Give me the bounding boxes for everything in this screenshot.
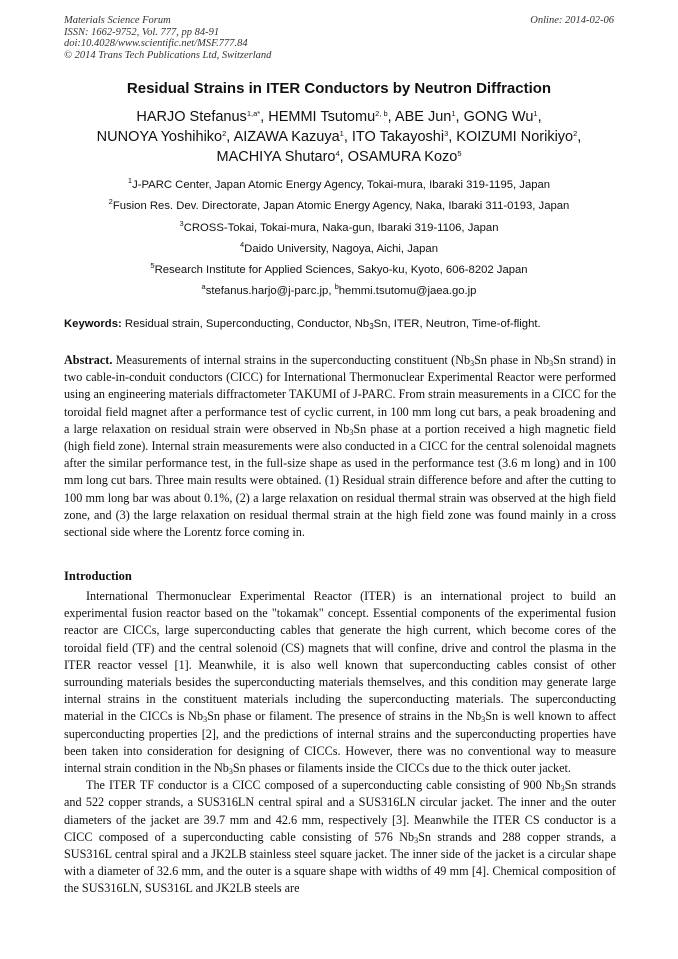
affiliation-mark: 3 (179, 218, 184, 228)
author: HEMMI Tsutomu (268, 109, 376, 125)
abstract-text: Sn phase at a portion received a high magnetic field (high field zone). Internal strain measurements were also conducted in a CICC for the central solenoidal magnets after the similar performance test, in the full-size shape as used in the performance test (3.6 m long) and in 100 mm long cut bars. Three main results were obtained. (1) Residual strain difference before and after the cutting to 100 mm long bar was about 0.1%, (2) a large relaxation on residual thermal strain was observed at the high field zone, and (3) the large relaxation on residual thermal strain at the high field zone was found mainly in a cross sectional side where the Lorentz force coming in. (64, 421, 616, 540)
author-affil-mark: 5 (457, 149, 462, 158)
subscript: 3 (549, 359, 554, 368)
email-mark: b (334, 282, 339, 292)
intro-text: International Thermonuclear Experimental Reactor (ITER) is an international project to build an experimental fusion reactor based on the "tokamak" concept. Essential components of the experimental fusion reactor are CICCs, large superconducting cables that generate the high current, which become cores of the toroidal field (TF) and the central solenoid (CS) magnets that will confine, drive and control the plasma in the ITER reactor vessel [1]. Meanwhile, it is also well known that superconducting cables consist of other surrounding materials besides the superconducting materials themselves, and this condition may generate large internal strains in the constituent materials including the superconducting materials. The superconducting material in the CICCs is Nb (64, 589, 616, 724)
author: AIZAWA Kazuya (233, 129, 340, 145)
abstract-paragraph (64, 352, 616, 541)
abstract (64, 352, 616, 541)
affiliation (20, 218, 658, 239)
intro-text: The ITER TF conductor is a CICC composed of a superconducting cable consisting of 900 Nb (86, 778, 561, 793)
abstract-text: Sn strand) in two cable-in-conduit conductors (CICC) for International Thermonuclear Experimental Reactor were performed using an engineering materials diffractometer TAKUMI of J-PARC. From strain measurements in a CICC for the toroidal field magnet after a performance test of cyclic current, in 100 mm long cut bars, a peak broadening and a large relaxation on residual strain were observed in Nb (64, 353, 617, 436)
subscript: 3 (414, 835, 419, 845)
subscript: 3 (481, 715, 486, 725)
introduction-body (64, 588, 616, 898)
affiliation (20, 175, 658, 196)
affiliation-text: CROSS-Tokai, Tokai-mura, Naka-gun, Ibaraki 319-1106, Japan (183, 221, 499, 234)
affiliation-mark: 2 (108, 197, 113, 207)
subscript: 3 (369, 322, 374, 331)
subscript: 3 (349, 427, 354, 437)
author-affil-mark: 2, b (375, 109, 388, 118)
keywords-text: Sn, ITER, Neutron, Time-of-flight. (373, 318, 541, 330)
subscript: 3 (228, 767, 233, 777)
author-affil-mark: 1 (533, 109, 538, 118)
journal-name: Materials Science Forum (64, 15, 171, 26)
author: ITO Takayoshi (351, 129, 445, 145)
affiliation-list (20, 175, 658, 303)
intro-paragraph (64, 588, 616, 777)
author-affil-mark: 1,a* (246, 109, 261, 118)
abstract-text: Measurements of internal strains in the superconducting constituent (Nb (112, 353, 471, 367)
email-link[interactable]: hemmi.tsutomu@jaea.go.jp (338, 285, 477, 298)
author-affil-mark: 1 (451, 109, 456, 118)
paper-title: Residual Strains in ITER Conductors by Neutron Diffraction (126, 80, 552, 97)
intro-text: Sn is well known to affect superconducting properties [2], and the predictions of internal strains and the superconducting properties have been taken into consideration for designing of CICCs. However, there was no conventional way to measure internal strain condition in the Nb (64, 709, 616, 776)
affiliation (20, 196, 658, 217)
issn-line: ISSN: 1662-9752, Vol. 777, pp 84-91 (64, 26, 220, 38)
author-affil-mark: 1 (339, 129, 344, 138)
intro-text: Sn phase or filament. The presence of strains in the Nb (207, 709, 482, 724)
subscript: 3 (560, 784, 565, 794)
email-link[interactable]: stefanus.harjo@j-parc.jp, (205, 285, 335, 298)
keywords-label: Keywords: (64, 318, 122, 330)
intro-paragraph (64, 777, 616, 897)
affiliation (20, 239, 658, 260)
author: GONG Wu (463, 109, 534, 125)
affiliation-mark: 5 (150, 261, 155, 271)
author-affil-mark: 2 (222, 129, 227, 138)
keywords-text: Residual strain, Superconducting, Conductor, Nb (121, 318, 370, 330)
author: HARJO Stefanus (136, 109, 247, 125)
abstract-label: Abstract. (64, 353, 113, 367)
author-affil-mark: 3 (444, 129, 449, 138)
affiliation (20, 260, 658, 281)
author: OSAMURA Kozo (347, 149, 458, 165)
author: KOIZUMI Norikiyo (456, 129, 574, 145)
subscript: 3 (470, 359, 475, 368)
doi-line: doi:10.4028/www.scientific.net/MSF.777.84 (64, 38, 248, 49)
copyright-line: © 2014 Trans Tech Publications Ltd, Switzerland (64, 49, 272, 61)
intro-text: Sn phases or filaments inside the CICCs due to the thick outer jacket. (232, 761, 571, 776)
intro-text: Sn strands and 522 copper strands, a SUS316LN central spiral and a SUS316LN circular jacket. The inner and the outer diameters of the jacket are 39.7 mm and 42.6 mm, respectively [3]. Meanwhile the ITER CS conductor is a CICC composed of a superconducting cable consisting of 576 Nb (64, 778, 616, 844)
author: MACHIYA Shutaro (216, 149, 336, 165)
email-line (20, 281, 658, 302)
keywords-line (64, 318, 616, 330)
author: ABE Jun (394, 109, 452, 125)
author-affil-mark: 2 (573, 129, 578, 138)
journal-header (64, 15, 271, 61)
section-heading: Introduction (64, 569, 132, 583)
author-affil-mark: 4 (335, 149, 340, 158)
affiliation-mark: 1 (127, 176, 133, 185)
author-list: HARJO Stefanus$^{1,a*}$, HEMMI Tsutomu$^{2, b}$, ABE Jun$^1$, GONG Wu$^1$, NUNOYA Yoshihiko$^2$, AIZAWA Kazuya$^1$, ITO Takayoshi$^3$, KOIZUMI Norikiyo$^2$, MACHIYA Shutaro$^4$, OSAMURA Kozo$^5$ (96, 109, 582, 165)
affiliation-text: J-PARC Center, Japan Atomic Energy Agency, Tokai-mura, Ibaraki 319-1195, Japan (132, 179, 551, 191)
intro-text: Sn strands and 288 copper strands, a SUS316L central spiral and a JK2LB stainless steel square jacket. The inner side of the jacket is a circular shape with a diameter of 32.6 mm, and the outer is a square shape with widths of 49 mm [4]. Chemical composition of the SUS316LN, SUS316L and JK2LB steels are (64, 829, 616, 896)
affiliation-text: Fusion Res. Dev. Directorate, Japan Atomic Energy Agency, Naka, Ibaraki 311-0193, Japan (112, 200, 570, 213)
subscript: 3 (203, 715, 208, 725)
online-date: Online: 2014-02-06 (530, 15, 614, 26)
affiliation-text: Research Institute for Applied Sciences, Sakyo-ku, Kyoto, 606-8202 Japan (154, 264, 528, 277)
email-mark: a (201, 282, 206, 292)
abstract-text: Sn phase in Nb (474, 353, 550, 367)
affiliation-mark: 4 (240, 239, 245, 249)
author: NUNOYA Yoshihiko (96, 129, 223, 145)
affiliation-text: Daido University, Nagoya, Aichi, Japan (244, 242, 438, 255)
